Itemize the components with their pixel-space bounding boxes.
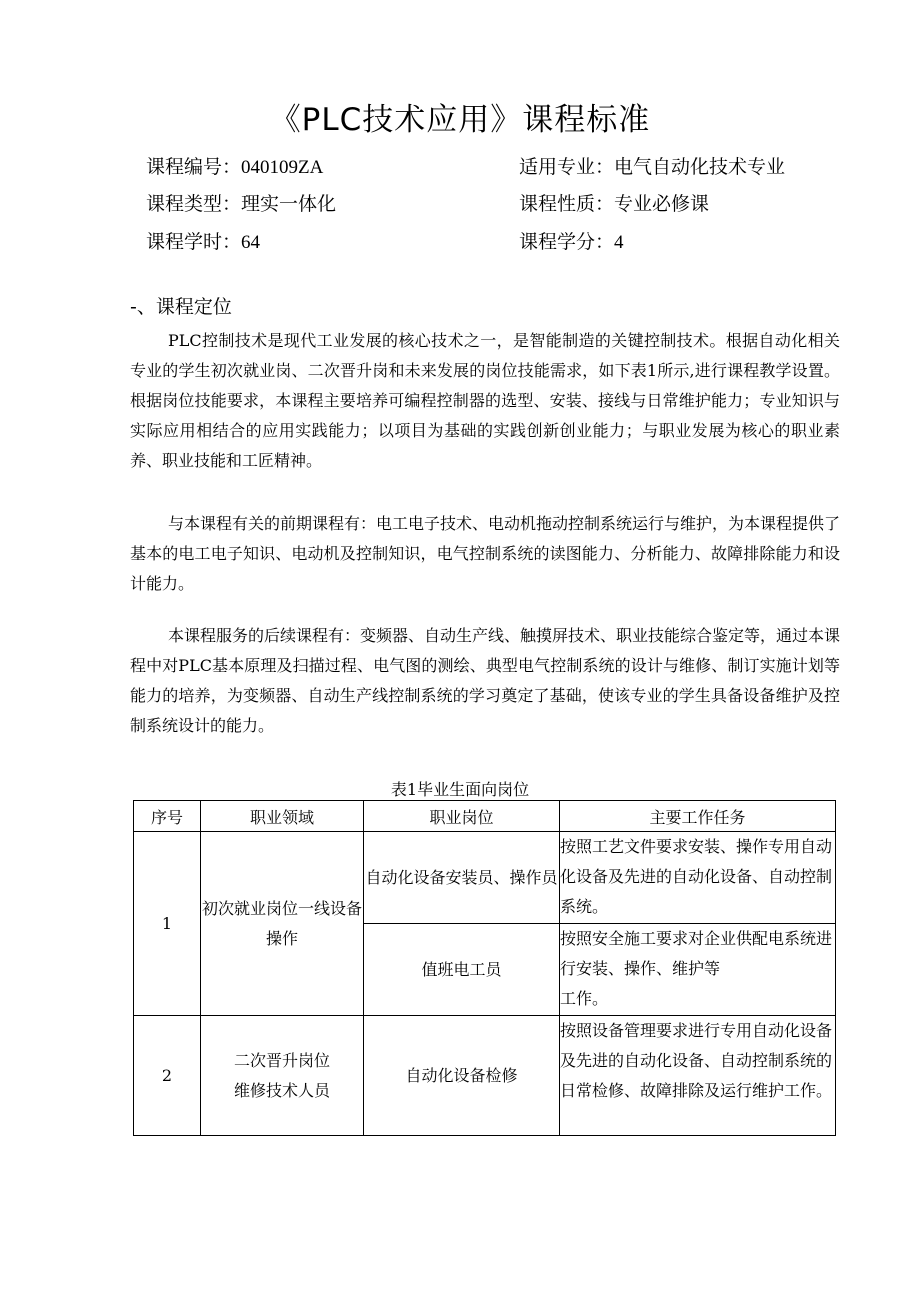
table-caption: 表1毕业生面向岗位 (390, 780, 530, 799)
course-code-value: 040109ZA (241, 157, 324, 178)
row-field (201, 1016, 364, 1136)
row-post: 自动化设备检修 (364, 1016, 560, 1136)
paragraph-2: 与本课程有关的前期课程有：电工电子技术、电动机拖动控制系统运行与维护，为本课程提供了基本的电工电子知识、电动机及控制知识，电气控制系统的读图能力、分析能力、故障排除能力和设计能力。 (130, 514, 841, 593)
course-hours (146, 227, 260, 254)
header-no: 序号 (134, 801, 201, 832)
header-field: 职业领域 (201, 801, 364, 832)
row-no: 1 (134, 832, 201, 1016)
row-field: 初次就业岗位一线设备操作 (201, 832, 364, 1016)
table-row (134, 1016, 836, 1136)
course-code-label: 课程编号： (146, 156, 242, 178)
course-code (146, 152, 323, 179)
row-task-line: 工作。 (560, 989, 609, 1008)
header-task: 主要工作任务 (560, 801, 836, 832)
row-task (560, 924, 836, 1016)
graduate-positions-table (133, 800, 836, 1136)
table-row (134, 832, 836, 924)
row-field-line: 维修技术人员 (233, 1080, 330, 1100)
paragraph-3: 本课程服务的后续课程有：变频器、自动生产线、触摸屏技术、职业技能综合鉴定等，通过本课程中对PLC基本原理及扫描过程、电气图的测绘、典型电气控制系统的设计与维修、制订实施计划等能力的培养，为变频器、自动生产线控制系统的学习奠定了基础，使该专业的学生具备设备维护及控制系统设计的能力。 (130, 626, 841, 735)
course-hours-label: 课程学时： (146, 231, 242, 253)
course-type (146, 189, 336, 216)
row-task: 按照设备管理要求进行专用自动化设备及先进的自动化设备、自动控制系统的日常检修、故障排除及运行维护工作。 (560, 1016, 836, 1136)
course-type-label: 课程类型： (146, 193, 242, 215)
course-nature-value: 专业必修课 (614, 193, 710, 215)
applicable-major (519, 152, 785, 179)
section-heading-course-positioning: -、课程定位 (130, 296, 232, 318)
row-task: 按照工艺文件要求安装、操作专用自动化设备及先进的自动化设备、自动控制系统。 (560, 832, 836, 924)
row-field-line: 二次晋升岗位 (233, 1050, 330, 1070)
row-no: 2 (134, 1016, 201, 1136)
course-hours-value: 64 (241, 232, 261, 253)
row-task-line: 按照安全施工要求对企业供配电系统进行安装、操作、维护等 (560, 929, 833, 978)
applicable-major-value: 电气自动化技术专业 (614, 156, 786, 178)
document-title: 《PLC技术应用》课程标准 (269, 102, 651, 138)
course-type-value: 理实一体化 (241, 193, 337, 215)
course-credits-value: 4 (614, 232, 624, 253)
row-post: 值班电工员 (364, 924, 560, 1016)
paragraph-1: PLC控制技术是现代工业发展的核心技术之一，是智能制造的关键控制技术。根据自动化相关专业的学生初次就业岗、二次晋升岗和未来发展的岗位技能需求，如下表1所示,进行课程教学设置。根据岗位技能要求，本课程主要培养可编程控制器的选型、安装、接线与日常维护能力；专业知识与实际应用相结合的应用实践能力；以项目为基础的实践创新创业能力；与职业发展为核心的职业素养、职业技能和工匠精神。 (130, 331, 840, 470)
header-post: 职业岗位 (364, 801, 560, 832)
course-nature (519, 189, 709, 216)
course-credits-label: 课程学分： (519, 231, 615, 253)
course-nature-label: 课程性质： (519, 193, 615, 215)
row-post: 自动化设备安装员、操作员 (364, 832, 560, 924)
applicable-major-label: 适用专业： (519, 156, 615, 178)
table-header-row (134, 801, 836, 832)
course-credits (519, 227, 624, 254)
